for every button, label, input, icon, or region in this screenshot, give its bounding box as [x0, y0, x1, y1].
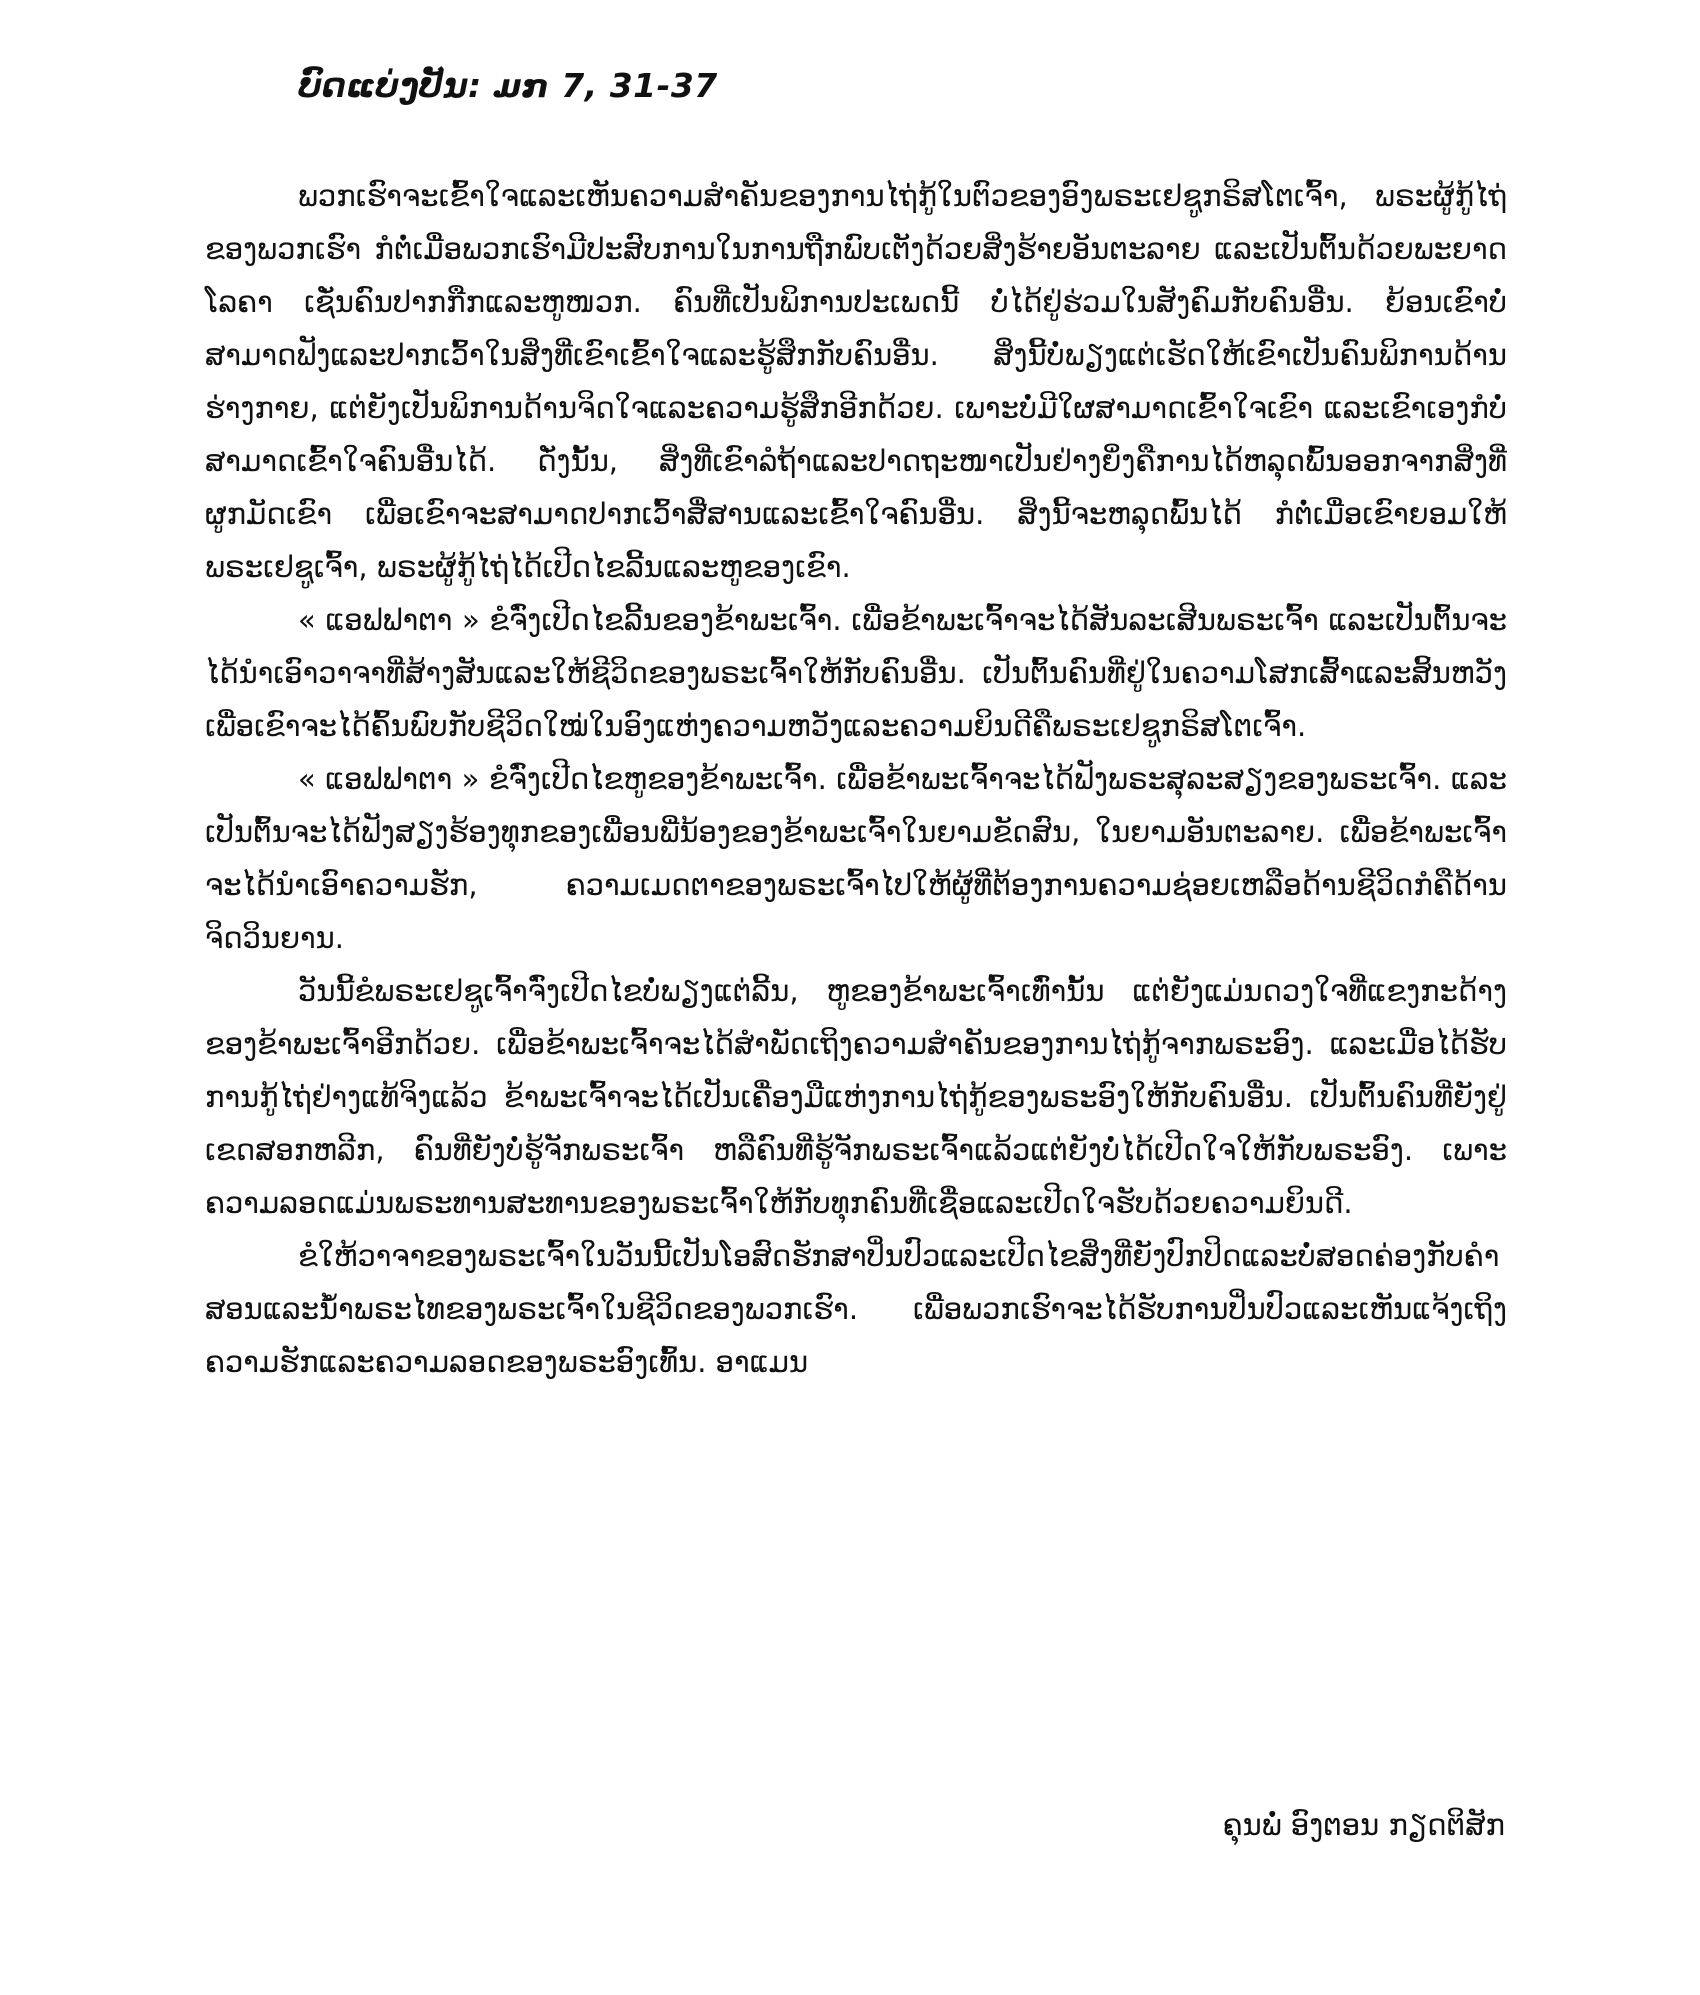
document-body [205, 170, 1507, 1389]
paragraph-2: « ແອຟຟາຕາ » ຂໍຈົ່ງເປີດໄຂລີ້ນຂອງຂ້າພະເຈົ້າ. ເພື່ອຂ້າພະເຈົ້າຈະໄດ້ສັນລະເສີນພຣະເຈົ້າ ແລະເປັນຕົ້ນຈະໄດ້ນຳເອົາວາຈາທີ່ສ້າງສັນແລະໃຫ້ຊີວິດຂອງພຣະເຈົ້າໃຫ້ກັບຄົນອື່ນ. ເປັນຕົ້ນຄົນທີ່ຢູ່ໃນຄວາມໂສກເສົ້າແລະສິ້ນຫວັງ ເພື່ອເຂົາຈະໄດ້ຄົ້ນພົບກັບຊີວິດໃໝ່ໃນອົງແຫ່ງຄວາມຫວັງແລະຄວາມຍິນດີຄືພຣະເຢຊູກຣິສໂຕເຈົ້າ. [205, 603, 1507, 743]
document-title: ບົດແບ່ງປັນ: ມກ 7, 31-37 [298, 66, 718, 105]
paragraph-4: ວັນນີ້ຂໍພຣະເຢຊູເຈົ້າຈົ່ງເປີດໄຂບໍ່ພຽງແຕ່ລີ້ນ, ຫູຂອງຂ້າພະເຈົ້າເທົ່ານັ້ນ ແຕ່ຍັງແມ່ນດວງໃຈທີ່ແຂງກະດ້າງຂອງຂ້າພະເຈົ້າອີກດ້ວຍ. ເພື່ອຂ້າພະເຈົ້າຈະໄດ້ສຳພັດເຖິງຄວາມສຳຄັນຂອງການໄຖ່ກູ້ຈາກພຣະອົງ. ແລະເມື່ອໄດ້ຮັບການກູ້ໄຖ່ຢ່າງແທ້ຈິງແລ້ວ ຂ້າພະເຈົ້າຈະໄດ້ເປັນເຄື່ອງມືແຫ່ງການໄຖ່ກູ້ຂອງພຣະອົງໃຫ້ກັບຄົນອື່ນ. ເປັນຕົ້ນຄົນທີ່ຍັງຢູ່ເຂດສອກຫລີກ, ຄົນທີ່ຍັງບໍ່ຮູ້ຈັກພຣະເຈົ້າ ຫລືຄົນທີ່ຮູ້ຈັກພຣະເຈົ້າແລ້ວແຕ່ຍັງບໍ່ໄດ້ເປີດໃຈໃຫ້ກັບພຣະອົງ. ເພາະຄວາມລອດແມ່ນພຣະທານສະທານຂອງພຣະເຈົ້າໃຫ້ກັບທຸກຄົນທີ່ເຊື່ອແລະເປີດໃຈຮັບດ້ວຍຄວາມຍິນດີ. [205, 974, 1507, 1220]
paragraph-5: ຂໍໃຫ້ວາຈາຂອງພຣະເຈົ້າໃນວັນນີ້ເປັນໂອສົດຮັກສາປິ່ນປົວແລະເປີດໄຂສິ່ງທີ່ຍັງປົກປິດແລະບໍ່ສອດຄ່ອງກັບຄຳສອນແລະນ້ຳພຣະໄທຂອງພຣະເຈົ້າໃນຊີວິດຂອງພວກເຮົາ. ເພື່ອພວກເຮົາຈະໄດ້ຮັບການປິ່ນປົວແລະເຫັນແຈ້ງເຖິງຄວາມຮັກແລະຄວາມລອດຂອງພຣະອົງເທົ້ນ. ອາແມນ [205, 1239, 1507, 1379]
paragraph-1: ພວກເຮົາຈະເຂົ້າໃຈແລະເຫັນຄວາມສຳຄັນຂອງການໄຖ່ກູ້ໃນຕົວຂອງອົງພຣະເຢຊູກຣິສໂຕເຈົ້າ, ພຣະຜູ້ກູ້ໄຖ່ຂອງພວກເຮົາ ກໍຕໍ່ເມື່ອພວກເຮົາມີປະສົບການໃນການຖືກພົບເຕັງດ້ວຍສິ່ງຮ້າຍອັນຕະລາຍ ແລະເປັນຕົ້ນດ້ວຍພະຍາດໂລຄາ ເຊັ່ນຄົນປາກກືກແລະຫູໜວກ. ຄົນທີ່ເປັນພິການປະເພດນີ້ ບໍ່ໄດ້ຢູ່ຮ່ວມໃນສັງຄົມກັບຄົນອື່ນ. ຍ້ອນເຂົາບໍ່ສາມາດຟັງແລະປາກເວົ້າໃນສິ່ງທີ່ເຂົາເຂົ້າໃຈແລະຮູ້ສຶກກັບຄົນອື່ນ. ສິ່ງນີ້ບໍ່ພຽງແຕ່ເຮັດໃຫ້ເຂົາເປັນຄົນພິການດ້ານຮ່າງກາຍ, ແຕ່ຍັງເປັນພິການດ້ານຈິດໃຈແລະຄວາມຮູ້ສຶກອີກດ້ວຍ. ເພາະບໍ່ມີໃຜສາມາດເຂົ້າໃຈເຂົາ ແລະເຂົາເອງກໍບໍ່ສາມາດເຂົ້າໃຈຄົນອື່ນໄດ້. ດັ່ງນັ້ນ, ສິ່ງທີ່ເຂົາລໍຖ້າແລະປາດຖະໜາເປັນຢ່າງຍິ່ງຄືການໄດ້ຫລຸດພົ້ນອອກຈາກສິ່ງທີ່ຜູກມັດເຂົາ ເພື່ອເຂົາຈະສາມາດປາກເວົ້າສື່ສານແລະເຂົ້າໃຈຄົນອື່ນ. ສິ່ງນີ້ຈະຫລຸດພົ້ນໄດ້ ກໍຕໍ່ເມື່ອເຂົາຍອມໃຫ້ພຣະເຢຊູເຈົ້າ, ພຣະຜູ້ກູ້ໄຖ່ໄດ້ເປີດໄຂລີ້ນແລະຫູຂອງເຂົາ. [205, 179, 1507, 584]
author-signature: ຄຸນພໍ່ ອົງຕອນ ກຽດຕິສັກ [1222, 1808, 1505, 1842]
paragraph-3: « ແອຟຟາຕາ » ຂໍຈົ່ງເປີດໄຂຫູຂອງຂ້າພະເຈົ້າ. ເພື່ອຂ້າພະເຈົ້າຈະໄດ້ຟັງພຣະສຸລະສຽງຂອງພຣະເຈົ້າ. ແລະເປັນຕົ້ນຈະໄດ້ຟັງສຽງຮ້ອງທຸກຂອງເພື່ອນພີ່ນ້ອງຂອງຂ້າພະເຈົ້າໃນຍາມຂັດສົນ, ໃນຍາມອັນຕະລາຍ. ເພື່ອຂ້າພະເຈົ້າຈະໄດ້ນຳເອົາຄວາມຮັກ, ຄວາມເມດຕາຂອງພຣະເຈົ້າໄປໃຫ້ຜູ້ທີ່ຕ້ອງການຄວາມຊ່ອຍເຫລືອດ້ານຊີວິດກໍຄືດ້ານຈິດວິນຍານ. [205, 762, 1507, 955]
